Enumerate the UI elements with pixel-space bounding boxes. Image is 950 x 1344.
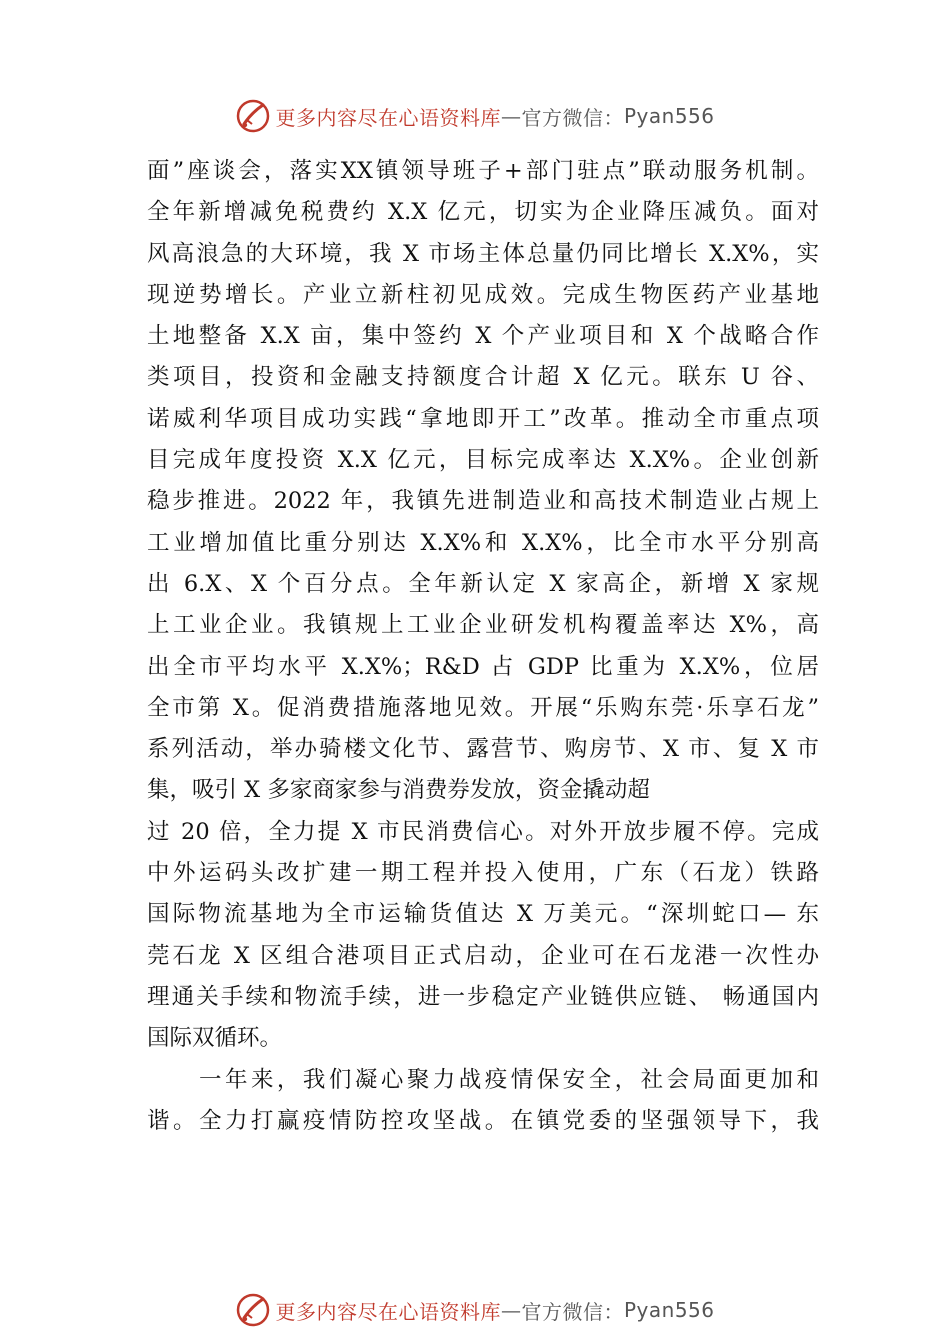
document-body xyxy=(147,151,819,1142)
watermark-dash: — xyxy=(500,104,522,128)
text-line: 全年新增减免税费约 X.X 亿元，切实为企业降压减负。面对 xyxy=(147,199,819,226)
text-line: 莞石龙 X 区组合港项目正式启动，企业可在石龙港一次性办 xyxy=(147,942,819,969)
text-line: 上工业企业。我镇规上工业企业研发机构覆盖率达 X%，高 xyxy=(147,612,819,639)
brush-logo-icon xyxy=(235,1292,271,1328)
watermark-id: Pyan556 xyxy=(623,104,715,128)
text-line: 集，吸引 X 多家商家参与消费券发放，资金撬动超 xyxy=(147,777,650,804)
watermark-site: 更多内容尽在心语资料库 xyxy=(275,1299,501,1324)
text-line: 类项目，投资和金融支持额度合计超 X 亿元。联东 U 谷、 xyxy=(147,364,819,391)
text-line: 中外运码头改扩建一期工程并投入使用，广东（石龙）铁路 xyxy=(147,860,819,887)
watermark-site: 更多内容尽在心语资料库 xyxy=(275,105,501,130)
text-line: 稳步推进。2022 年，我镇先进制造业和高技术制造业占规上 xyxy=(147,488,819,515)
text-line: 谐。全力打赢疫情防控攻坚战。在镇党委的坚强领导下，我 xyxy=(147,1107,819,1134)
text-line: 诺威利华项目成功实践“拿地即开工”改革。推动全市重点项 xyxy=(147,405,819,432)
brush-logo-icon xyxy=(235,98,271,134)
text-line: 面”座谈会，落实XX镇领导班子+部门驻点”联动服务机制。 xyxy=(147,158,819,184)
text-line: 国际双循环。 xyxy=(147,1025,283,1052)
text-line: 一年来，我们凝心聚力战疫情保安全，社会局面更加和 xyxy=(199,1066,819,1093)
text-line: 出 6.X、X 个百分点。全年新认定 X 家高企，新增 X 家规 xyxy=(147,570,819,597)
text-line: 土地整备 X.X 亩，集中签约 X 个产业项目和 X 个战略合作 xyxy=(147,323,819,350)
text-line: 出全市平均水平 X.X%；R&D 占 GDP 比重为 X.X%，位居 xyxy=(147,653,819,680)
text-line: 工业增加值比重分别达 X.X%和 X.X%，比全市水平分别高 xyxy=(147,529,819,556)
text-line: 风高浪急的大环境，我 X 市场主体总量仍同比增长 X.X%，实 xyxy=(147,240,819,267)
watermark-dash: — xyxy=(500,1298,522,1322)
text-line: 理通关手续和物流手续，进一步稳定产业链供应链、 畅通国内 xyxy=(147,983,819,1010)
text-line: 全市第 X。促消费措施落地见效。开展“乐购东莞·乐享石龙” xyxy=(147,694,819,721)
watermark-id: Pyan556 xyxy=(623,1298,715,1322)
text-line: 系列活动，举办骑楼文化节、露营节、购房节、X 市、复 X 市 xyxy=(147,736,819,763)
text-line: 国际物流基地为全市运输货值达 X 万美元。“深圳蛇口— 东 xyxy=(147,901,819,928)
watermark-label: 官方微信： xyxy=(521,1299,624,1324)
text-line: 现逆势增长。产业立新柱初见成效。完成生物医药产业基地 xyxy=(147,281,819,308)
watermark-label: 官方微信： xyxy=(521,105,624,130)
header-watermark xyxy=(0,96,950,136)
text-line: 过 20 倍，全力提 X 市民消费信心。对外开放步履不停。完成 xyxy=(147,818,819,845)
text-line: 目完成年度投资 X.X 亿元，目标完成率达 X.X%。企业创新 xyxy=(147,447,819,474)
footer-watermark xyxy=(0,1290,950,1330)
